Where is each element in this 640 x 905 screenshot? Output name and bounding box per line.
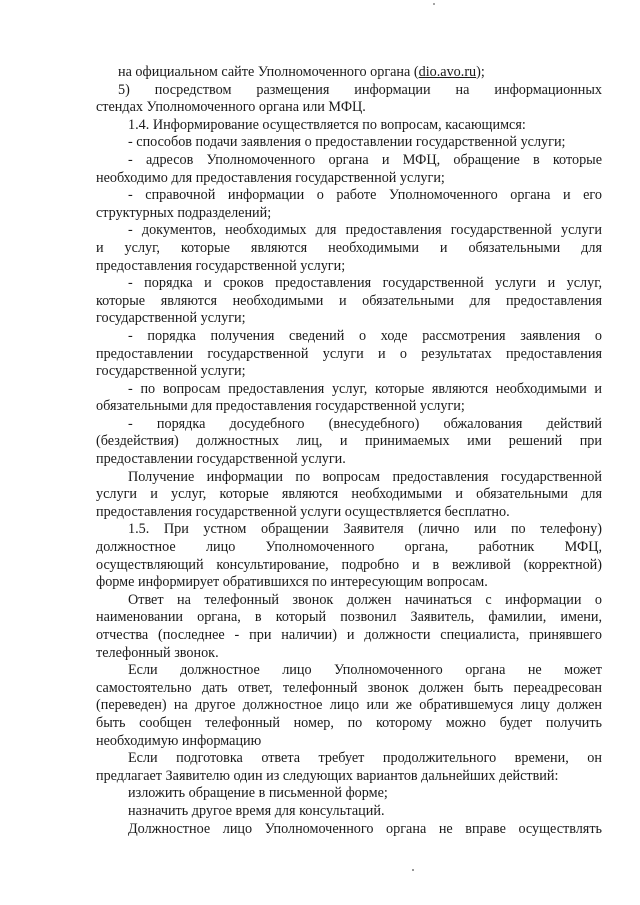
text-line: форме информирует обратившихся по интересующим вопросам.	[96, 574, 488, 591]
text-line: Получение информации по вопросам предоставления государственной	[128, 468, 602, 485]
text-line: - по вопросам предоставления услуг, которые являются необходимыми и	[128, 380, 602, 397]
text-line: - способов подачи заявления о предоставлении государственной услуги;	[128, 134, 566, 151]
scan-speck-top	[433, 3, 435, 5]
text-line: - адресов Уполномоченного органа и МФЦ, обращение в которые	[128, 151, 602, 168]
document-page	[96, 64, 602, 838]
website-link[interactable]: dio.avo.ru	[418, 64, 477, 80]
text-line: отчества (последнее - при наличии) и должности специалиста, принявшего	[96, 627, 602, 643]
text-line: самостоятельно дать ответ, телефонный звонок должен быть переадресован	[96, 679, 602, 696]
text-line-suffix: );	[476, 64, 485, 80]
text-line: - документов, необходимых для предоставления государственной услуги	[128, 222, 602, 239]
text-line: государственной услуги;	[96, 363, 246, 380]
scan-speck-bottom	[412, 869, 414, 871]
text-line: стендах Уполномоченного органа или МФЦ.	[96, 99, 366, 116]
text-line: и услуг, которые являются необходимыми и обязательными для	[96, 239, 602, 256]
text-line: изложить обращение в письменной форме;	[128, 785, 388, 802]
text-line: предлагает Заявителю один из следующих вариантов дальнейших действий:	[96, 767, 559, 784]
text-line	[96, 64, 602, 82]
text-line: Должностное лицо Уполномоченного органа не вправе осуществлять	[128, 820, 602, 837]
text-line: предоставления государственной услуги осуществляется бесплатно.	[96, 503, 510, 520]
text-line: Ответ на телефонный звонок должен начинаться с информации о	[128, 591, 602, 608]
text-line: структурных подразделений;	[96, 204, 272, 221]
text-line: предоставления государственной услуги;	[96, 257, 346, 274]
text-line: предоставлении государственной услуги и о результатах предоставления	[96, 345, 602, 362]
text-line: услуги и услуг, которые являются необходимыми и обязательными для	[96, 486, 602, 503]
text-line-prefix: на официальном сайте Уполномоченного органа (	[118, 64, 419, 80]
text-line: 5) посредством размещения информации на информационных	[118, 81, 602, 98]
text-line: осуществляющий консультирование, подробно и в вежливой (корректной)	[96, 556, 602, 573]
text-line: предоставлении государственной услуги.	[96, 451, 346, 468]
text-line: 1.4. Информирование осуществляется по вопросам, касающимся:	[128, 116, 526, 133]
text-line: - порядка получения сведений о ходе рассмотрения заявления о	[128, 327, 602, 344]
text-line: наименовании органа, в который позвонил Заявитель, фамилии, имени,	[96, 609, 602, 626]
text-line: 1.5. При устном обращении Заявителя (лично или по телефону)	[128, 521, 602, 538]
text-line: необходимо для предоставления государственной услуги;	[96, 169, 445, 186]
text-line: Если должностное лицо Уполномоченного органа не может	[128, 662, 602, 679]
text-line: (бездействия) должностных лиц, и принимаемых ими решений при	[96, 433, 602, 450]
text-line: должностное лицо Уполномоченного органа, работник МФЦ,	[96, 539, 602, 556]
text-line: быть сообщен телефонный номер, по которому можно будет получить	[96, 714, 602, 731]
text-line: которые являются необходимыми и обязательными для предоставления	[96, 292, 602, 309]
text-line: - порядка досудебного (внесудебного) обжалования действий	[128, 415, 602, 432]
text-line: необходимую информацию	[96, 732, 262, 749]
text-line: телефонный звонок.	[96, 644, 219, 661]
text-line: - справочной информации о работе Уполномоченного органа и его	[128, 187, 602, 204]
text-line: обязательными для предоставления государственной услуги;	[96, 398, 465, 415]
text-line: Если подготовка ответа требует продолжительного времени, он	[128, 750, 602, 767]
text-line: государственной услуги;	[96, 310, 246, 327]
text-line: - порядка и сроков предоставления государственной услуги и услуг,	[128, 275, 602, 292]
text-line: (переведен) на другое должностное лицо или же обратившемуся лицу должен	[96, 697, 602, 714]
text-line: назначить другое время для консультаций.	[128, 802, 385, 819]
